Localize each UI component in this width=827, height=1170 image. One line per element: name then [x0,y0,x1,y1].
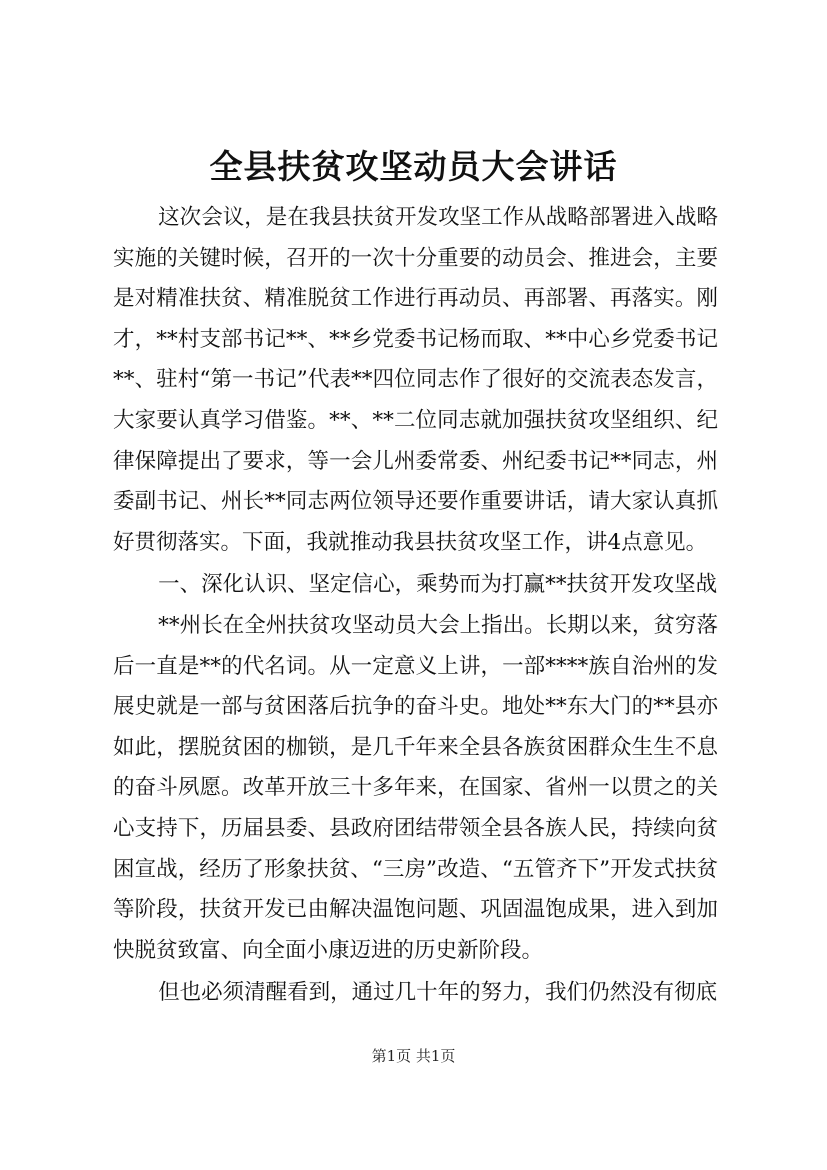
paragraph-intro: 这次会议，是在我县扶贫开发攻坚工作从战略部署进入战略实施的关键时候，召开的一次十分重要的动员会、推进会，主要是对精准扶贫、精准脱贫工作进行再动员、再部署、再落实。刚才，**村支部书记**、**乡党委书记杨而取、**中心乡党委书记**、驻村“第一书记”代表**四位同志作了很好的交流表态发言，大家要认真学习借鉴。**、**二位同志就加强扶贫攻坚组织、纪律保障提出了要求，等一会儿州委常委、州纪委书记**同志，州委副书记、州长**同志两位领导还要作重要讲话，请大家认真抓好贯彻落实。下面，我就推动我县扶贫攻坚工作，讲4点意见。 [113,205,718,555]
paragraph-continuation: 但也必须清醒看到，通过几十年的努力，我们仍然没有彻底 [158,980,718,1006]
section-heading-1: 一、深化认识、坚定信心，乘势而为打赢**扶贫开发攻坚战 [158,572,718,598]
document-title: 全县扶贫攻坚动员大会讲话 [209,147,618,186]
document-body [113,198,718,1016]
page-number-footer: 第1页 共1页 [371,1047,456,1065]
paragraph-section-1: **州长在全州扶贫攻坚动员大会上指出。长期以来，贫穷落后一直是**的代名词。从一定意义上讲，一部****族自治州的发展史就是一部与贫困落后抗争的奋斗史。地处**东大门的**县亦如此，摆脱贫困的枷锁，是几千年来全县各族贫困群众生生不息的奋斗夙愿。改革开放三十多年来，在国家、省州一以贯之的关心支持下，历届县委、县政府团结带领全县各族人民，持续向贫困宣战，经历了形象扶贫、“三房”改造、“五管齐下”开发式扶贫等阶段，扶贫开发已由解决温饱问题、巩固温饱成果，进入到加快脱贫致富、向全面小康迈进的历史新阶段。 [113,612,718,963]
